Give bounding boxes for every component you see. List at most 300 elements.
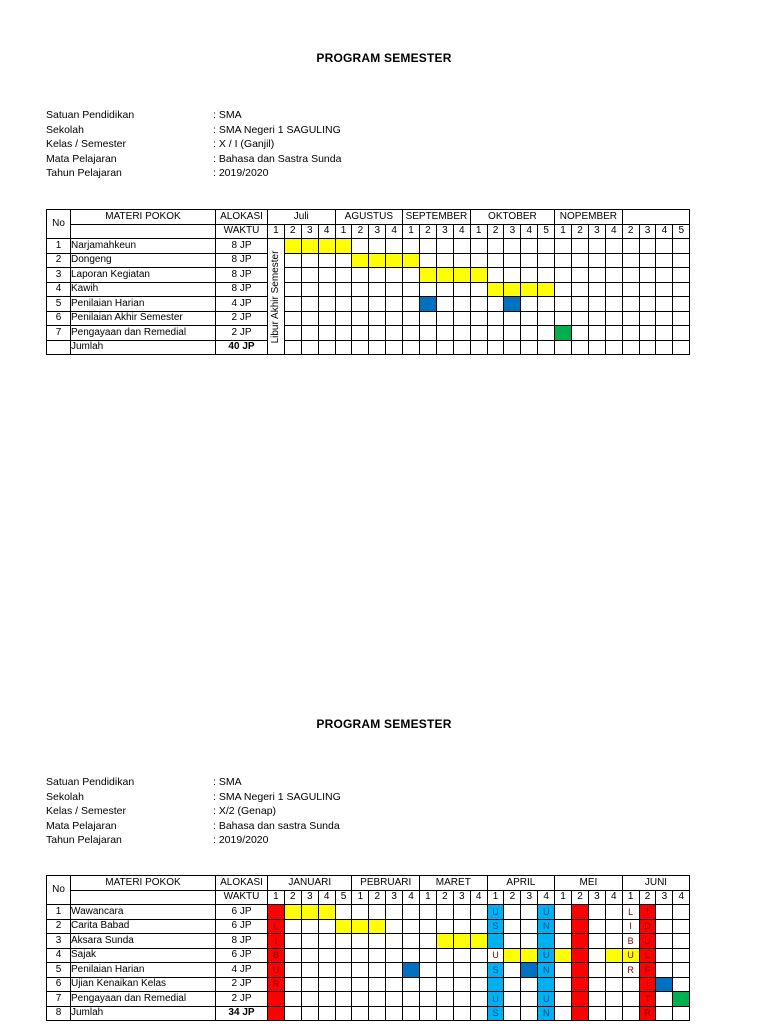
info-value: : SMA Negeri 1 SAGULING: [213, 790, 341, 803]
schedule-cell: [403, 948, 420, 963]
schedule-cell: [572, 905, 589, 920]
schedule-cell: [403, 282, 420, 297]
schedule-cell: [487, 311, 504, 326]
week-number: 5: [673, 224, 690, 239]
week-number: 4: [318, 224, 335, 239]
semester-2-info: [46, 775, 341, 848]
schedule-cell: [572, 948, 589, 963]
schedule-cell: [284, 239, 301, 254]
schedule-cell: [369, 905, 386, 920]
row-no: 1: [47, 239, 71, 254]
schedule-cell: [403, 340, 420, 355]
schedule-cell: [403, 268, 420, 283]
schedule-cell: [386, 1006, 403, 1021]
schedule-cell: [487, 934, 504, 949]
schedule-cell: [521, 282, 538, 297]
schedule-cell: [420, 239, 437, 254]
schedule-cell: [436, 326, 453, 341]
semester-2-title: PROGRAM SEMESTER: [316, 717, 452, 731]
schedule-cell: [555, 282, 572, 297]
week-number: 2: [622, 224, 639, 239]
week-number: 4: [656, 224, 673, 239]
schedule-cell: [420, 1006, 437, 1021]
schedule-cell: [622, 268, 639, 283]
week-number: 5: [335, 890, 352, 905]
schedule-cell: [673, 905, 690, 920]
schedule-cell: [335, 282, 352, 297]
schedule-cell: [352, 934, 369, 949]
table-row: [47, 977, 690, 992]
schedule-cell: [301, 1006, 318, 1021]
schedule-cell: [335, 239, 352, 254]
info-row: [46, 108, 341, 123]
schedule-cell: [572, 311, 589, 326]
schedule-cell: [284, 963, 301, 978]
row-waktu: 6 JP: [216, 905, 268, 920]
schedule-cell: [605, 905, 622, 920]
schedule-cell: [555, 297, 572, 312]
info-row: [46, 166, 341, 181]
schedule-cell: [588, 326, 605, 341]
schedule-cell: [301, 239, 318, 254]
week-number: 1: [268, 224, 285, 239]
header-materi: MATERI POKOK: [71, 876, 216, 891]
month-header: JUNI: [622, 876, 690, 891]
schedule-cell: [335, 963, 352, 978]
schedule-cell: [521, 934, 538, 949]
schedule-cell: [420, 905, 437, 920]
schedule-cell: [656, 311, 673, 326]
schedule-cell: [386, 311, 403, 326]
schedule-cell: [453, 282, 470, 297]
schedule-cell: [605, 934, 622, 949]
schedule-cell: [538, 282, 555, 297]
schedule-cell: [453, 340, 470, 355]
schedule-cell: [386, 297, 403, 312]
schedule-cell: [622, 282, 639, 297]
schedule-cell: [538, 253, 555, 268]
row-waktu: 6 JP: [216, 919, 268, 934]
schedule-cell: [386, 977, 403, 992]
row-waktu: 8 JP: [216, 268, 268, 283]
schedule-cell: [420, 934, 437, 949]
schedule-cell: [318, 1006, 335, 1021]
month-header: NOPEMBER: [555, 210, 623, 225]
schedule-cell: [403, 934, 420, 949]
week-number: 3: [436, 224, 453, 239]
row-waktu: 2 JP: [216, 311, 268, 326]
table-row: [47, 268, 690, 283]
schedule-cell: [555, 963, 572, 978]
info-row: [46, 152, 341, 167]
schedule-cell: [588, 282, 605, 297]
schedule-cell: [588, 919, 605, 934]
schedule-cell: [555, 326, 572, 341]
schedule-cell: [622, 297, 639, 312]
schedule-cell: [436, 253, 453, 268]
row-materi: Pengayaan dan Remedial: [71, 992, 216, 1007]
schedule-cell: [588, 905, 605, 920]
info-row: [46, 833, 341, 848]
schedule-cell: [386, 253, 403, 268]
schedule-cell: U: [538, 948, 555, 963]
schedule-cell: [369, 948, 386, 963]
week-number: 1: [622, 890, 639, 905]
info-row: [46, 819, 341, 834]
schedule-cell: [656, 948, 673, 963]
month-header: OKTOBER: [470, 210, 554, 225]
info-row: [46, 790, 341, 805]
schedule-cell: [453, 963, 470, 978]
schedule-cell: U: [639, 934, 656, 949]
schedule-cell: [605, 919, 622, 934]
schedule-cell: [318, 253, 335, 268]
schedule-cell: [301, 253, 318, 268]
schedule-cell: [622, 340, 639, 355]
header-no: No: [47, 210, 71, 239]
header-row-weeks: [47, 224, 690, 239]
schedule-cell: [470, 1006, 487, 1021]
schedule-cell: [386, 268, 403, 283]
schedule-cell: [284, 919, 301, 934]
schedule-cell: [352, 239, 369, 254]
schedule-cell: [622, 239, 639, 254]
schedule-cell: [284, 992, 301, 1007]
schedule-cell: [284, 268, 301, 283]
schedule-cell: N: [538, 963, 555, 978]
info-row: [46, 775, 341, 790]
table-row: [47, 948, 690, 963]
week-number: 4: [605, 890, 622, 905]
schedule-cell: [470, 919, 487, 934]
schedule-cell: [403, 253, 420, 268]
schedule-cell: [318, 934, 335, 949]
schedule-cell: S: [487, 963, 504, 978]
schedule-cell: I: [639, 977, 656, 992]
schedule-cell: [284, 948, 301, 963]
row-waktu: 4 JP: [216, 963, 268, 978]
row-no: 7: [47, 326, 71, 341]
row-materi: Dongeng: [71, 253, 216, 268]
schedule-cell: [656, 934, 673, 949]
schedule-cell: [555, 311, 572, 326]
schedule-cell: [352, 963, 369, 978]
schedule-cell: [521, 919, 538, 934]
schedule-cell: [605, 963, 622, 978]
schedule-cell: [588, 1006, 605, 1021]
month-header: AGUSTUS: [335, 210, 403, 225]
schedule-cell: L: [268, 919, 285, 934]
schedule-cell: [453, 268, 470, 283]
semester-2-table: [46, 875, 690, 1021]
header-no: No: [47, 876, 71, 905]
schedule-cell: [504, 934, 521, 949]
schedule-cell: [369, 992, 386, 1007]
header-materi-blank: [71, 224, 216, 239]
row-waktu: 6 JP: [216, 948, 268, 963]
month-header: [622, 210, 690, 225]
schedule-cell: [555, 977, 572, 992]
schedule-cell: [538, 934, 555, 949]
schedule-cell: [605, 268, 622, 283]
schedule-cell: [521, 311, 538, 326]
schedule-cell: [420, 963, 437, 978]
schedule-cell: [572, 963, 589, 978]
schedule-cell: [386, 948, 403, 963]
schedule-cell: [436, 948, 453, 963]
schedule-cell: [555, 1006, 572, 1021]
schedule-cell: [318, 326, 335, 341]
schedule-cell: [673, 282, 690, 297]
schedule-cell: [470, 963, 487, 978]
schedule-cell: [335, 311, 352, 326]
schedule-cell: U: [268, 963, 285, 978]
schedule-cell: [470, 948, 487, 963]
schedule-cell: [301, 963, 318, 978]
row-materi: Laporan Kegiatan: [71, 268, 216, 283]
month-header: MARET: [420, 876, 488, 891]
schedule-cell: [453, 977, 470, 992]
week-number: 2: [572, 890, 589, 905]
info-value: : 2019/2020: [213, 167, 269, 179]
schedule-cell: [453, 948, 470, 963]
info-label: Sekolah: [46, 790, 84, 803]
info-row: [46, 137, 341, 152]
schedule-cell: [335, 297, 352, 312]
row-no: 3: [47, 934, 71, 949]
row-materi: Aksara Sunda: [71, 934, 216, 949]
schedule-cell: [504, 311, 521, 326]
week-number: 3: [453, 890, 470, 905]
schedule-cell: [673, 1006, 690, 1021]
schedule-cell: [470, 977, 487, 992]
week-number: 1: [268, 890, 285, 905]
week-number: 3: [369, 224, 386, 239]
schedule-cell: [403, 977, 420, 992]
month-header: Juli: [268, 210, 336, 225]
row-no: 4: [47, 282, 71, 297]
info-label: Sekolah: [46, 123, 84, 136]
schedule-cell: [453, 934, 470, 949]
schedule-cell: [420, 326, 437, 341]
schedule-cell: [436, 340, 453, 355]
schedule-cell: [403, 919, 420, 934]
schedule-cell: [352, 919, 369, 934]
schedule-cell: [318, 340, 335, 355]
schedule-cell: [622, 992, 639, 1007]
schedule-cell: [622, 311, 639, 326]
schedule-cell: [369, 340, 386, 355]
schedule-cell: [504, 992, 521, 1007]
row-materi: Kawih: [71, 282, 216, 297]
week-number: 1: [555, 224, 572, 239]
schedule-cell: [656, 977, 673, 992]
info-label: Kelas / Semester: [46, 138, 126, 150]
schedule-cell: [656, 992, 673, 1007]
schedule-cell: [301, 297, 318, 312]
row-waktu: 34 JP: [216, 1006, 268, 1021]
schedule-cell: [352, 948, 369, 963]
schedule-cell: [673, 326, 690, 341]
schedule-cell: [487, 297, 504, 312]
table-row: [47, 905, 690, 920]
schedule-cell: [572, 934, 589, 949]
row-materi: Narjamahkeun: [71, 239, 216, 254]
info-label: Tahun Pelajaran: [46, 834, 122, 846]
schedule-cell: [268, 1006, 285, 1021]
schedule-cell: [622, 253, 639, 268]
schedule-cell: [521, 948, 538, 963]
schedule-cell: [470, 340, 487, 355]
schedule-cell: [318, 977, 335, 992]
schedule-cell: [453, 297, 470, 312]
schedule-cell: [656, 297, 673, 312]
schedule-cell: [284, 297, 301, 312]
schedule-cell: [470, 934, 487, 949]
schedule-cell: [504, 963, 521, 978]
schedule-cell: [588, 948, 605, 963]
row-no: [47, 340, 71, 355]
schedule-cell: T: [639, 992, 656, 1007]
schedule-cell: U: [487, 905, 504, 920]
schedule-cell: [403, 311, 420, 326]
schedule-cell: [352, 992, 369, 1007]
schedule-cell: [622, 1006, 639, 1021]
schedule-cell: R: [622, 963, 639, 978]
schedule-cell: [521, 977, 538, 992]
week-number: 4: [673, 890, 690, 905]
schedule-cell: [420, 977, 437, 992]
schedule-cell: [386, 239, 403, 254]
schedule-cell: [639, 311, 656, 326]
header-row-weeks: [47, 890, 690, 905]
schedule-cell: [453, 326, 470, 341]
info-value: : SMA: [213, 109, 242, 121]
schedule-cell: [352, 253, 369, 268]
schedule-cell: [301, 282, 318, 297]
table-row: [47, 326, 690, 341]
schedule-cell: [436, 239, 453, 254]
schedule-cell: [572, 977, 589, 992]
week-number: 1: [470, 224, 487, 239]
schedule-cell: [386, 919, 403, 934]
schedule-cell: [673, 963, 690, 978]
schedule-cell: [436, 963, 453, 978]
schedule-cell: [386, 282, 403, 297]
info-label: Mata Pelajaran: [46, 819, 117, 832]
schedule-cell: [335, 948, 352, 963]
row-materi: Pengayaan dan Remedial: [71, 326, 216, 341]
schedule-cell: [403, 297, 420, 312]
schedule-cell: [639, 282, 656, 297]
schedule-cell: [284, 934, 301, 949]
schedule-cell: [538, 268, 555, 283]
schedule-cell: [470, 239, 487, 254]
week-number: 2: [420, 224, 437, 239]
row-no: 2: [47, 253, 71, 268]
header-materi-blank: [71, 890, 216, 905]
schedule-cell: [504, 905, 521, 920]
schedule-cell: [673, 340, 690, 355]
schedule-cell: [605, 948, 622, 963]
week-number: 4: [470, 890, 487, 905]
schedule-cell: [504, 340, 521, 355]
schedule-cell: R: [268, 977, 285, 992]
schedule-cell: [352, 905, 369, 920]
row-materi: Penilaian Harian: [71, 297, 216, 312]
table-row: [47, 239, 690, 254]
schedule-cell: [318, 905, 335, 920]
schedule-cell: [335, 905, 352, 920]
week-number: 1: [555, 890, 572, 905]
schedule-cell: [639, 253, 656, 268]
schedule-cell: B: [622, 934, 639, 949]
schedule-cell: [555, 340, 572, 355]
schedule-cell: [504, 253, 521, 268]
schedule-cell: U: [538, 905, 555, 920]
header-row-months: [47, 876, 690, 891]
schedule-cell: [453, 311, 470, 326]
week-number: 4: [521, 224, 538, 239]
week-number: 5: [538, 224, 555, 239]
schedule-cell: [386, 905, 403, 920]
schedule-cell: R: [639, 1006, 656, 1021]
schedule-cell: [504, 919, 521, 934]
schedule-cell: [588, 297, 605, 312]
schedule-cell: [538, 239, 555, 254]
week-number: 3: [588, 890, 605, 905]
schedule-cell: F: [639, 963, 656, 978]
schedule-cell: [538, 326, 555, 341]
schedule-cell: [301, 992, 318, 1007]
row-materi: Ujian Kenaikan Kelas: [71, 977, 216, 992]
info-value: : Bahasa dan Sastra Sunda: [213, 152, 342, 165]
schedule-cell: [555, 239, 572, 254]
schedule-cell: [673, 919, 690, 934]
week-number: 3: [504, 224, 521, 239]
schedule-cell: U: [622, 948, 639, 963]
schedule-cell: [284, 253, 301, 268]
schedule-cell: [335, 934, 352, 949]
schedule-cell: [521, 340, 538, 355]
row-waktu: 8 JP: [216, 253, 268, 268]
week-number: 3: [301, 224, 318, 239]
schedule-cell: [335, 326, 352, 341]
schedule-cell: [656, 905, 673, 920]
schedule-cell: [555, 268, 572, 283]
row-waktu: 2 JP: [216, 326, 268, 341]
schedule-cell: [420, 297, 437, 312]
schedule-cell: [436, 268, 453, 283]
row-no: 1: [47, 905, 71, 920]
schedule-cell: [673, 934, 690, 949]
schedule-cell: [420, 992, 437, 1007]
month-header: SEPTEMBER: [403, 210, 471, 225]
schedule-cell: [369, 253, 386, 268]
table-row: [47, 282, 690, 297]
schedule-cell: [369, 934, 386, 949]
row-waktu: 8 JP: [216, 934, 268, 949]
schedule-cell: [673, 992, 690, 1007]
schedule-cell: [588, 977, 605, 992]
schedule-cell: [284, 340, 301, 355]
schedule-cell: [369, 297, 386, 312]
schedule-cell: [504, 1006, 521, 1021]
schedule-cell: [572, 340, 589, 355]
schedule-cell: [470, 282, 487, 297]
schedule-cell: I: [622, 919, 639, 934]
schedule-cell: N: [538, 1006, 555, 1021]
